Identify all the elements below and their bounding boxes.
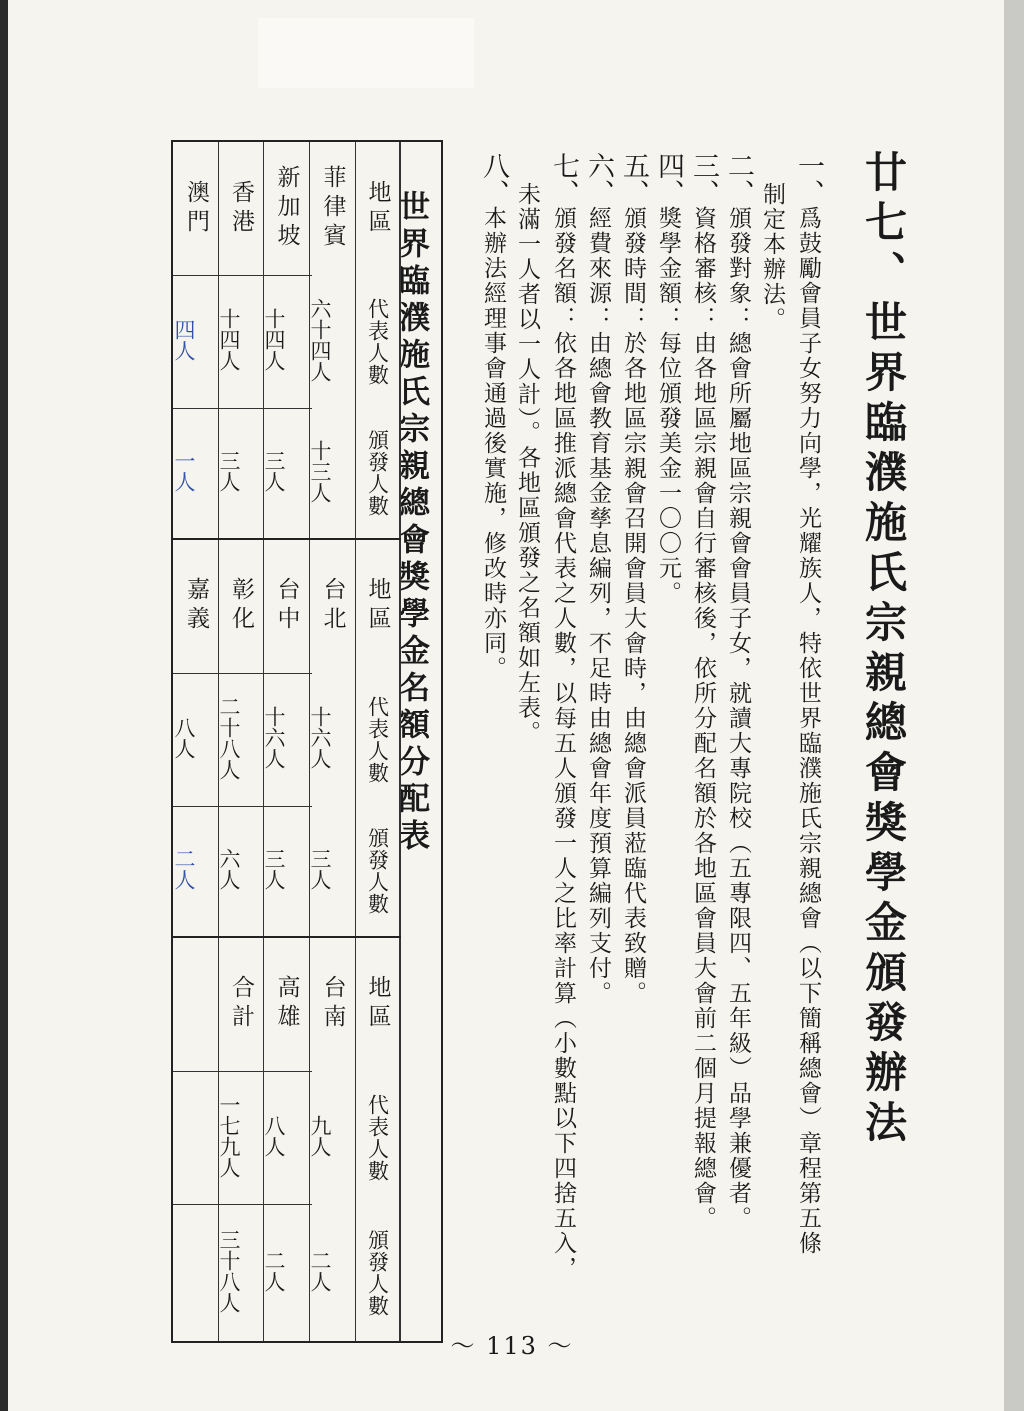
header-representatives: 代表人數 [365, 297, 390, 386]
representatives-cell: 十四人 [217, 308, 241, 371]
article-text: 獎學金額：每位頒發美金一〇〇元。 [655, 206, 681, 606]
article-text: 經費來源：由總會教育基金孳息編列，不足時由總會年度預算編列支付。 [585, 206, 611, 1006]
representatives-cell: 十六人 [308, 706, 332, 769]
awards-cell: 六人 [217, 848, 241, 890]
representatives-cell: 十四人 [262, 308, 286, 371]
representatives-cell: 六十四人 [308, 297, 332, 382]
article-number: 四、 [653, 152, 684, 206]
region-cell: 台南 [319, 974, 346, 1033]
article-text: 頒發時間：於各地區宗親會召開會員大會時，由總會派員蒞臨代表致贈。 [620, 206, 646, 1006]
region-cell: 新加坡 [273, 165, 300, 252]
awards-cell [173, 1204, 218, 1341]
article-number: 三、 [688, 152, 719, 206]
article-number: 七、 [548, 152, 579, 206]
article-number: 二、 [723, 152, 754, 206]
awards-cell: 三人 [217, 450, 241, 492]
article-1 [795, 152, 822, 1256]
article-text: 資格審核：由各地區宗親會自行審核後，依所分配名額於各地區會員大會前二個月提報總會。 [690, 206, 716, 1231]
article-number: 八、 [478, 152, 509, 206]
awards-cell: 三人 [308, 848, 332, 890]
region-cell: 合計 [228, 974, 254, 1033]
article-number: 一、 [793, 152, 824, 206]
article-7 [550, 152, 577, 1281]
region-cell: 高雄 [273, 974, 300, 1033]
representatives-cell: 八人 [262, 1114, 286, 1157]
awards-cell: 二人 [172, 848, 196, 890]
scan-left-edge [0, 0, 8, 1411]
article-1-continuation: 制定本辦法。 [759, 182, 785, 332]
region-cell: 香港 [228, 179, 254, 238]
representatives-cell: 二十八人 [217, 695, 241, 780]
representatives-cell: 八人 [172, 716, 196, 759]
article-4 [655, 152, 682, 606]
region-cell: 嘉義 [183, 576, 209, 635]
representatives-cell: 九人 [308, 1114, 332, 1157]
awards-cell: 十三人 [308, 439, 332, 503]
awards-cell: 三人 [262, 450, 286, 492]
header-representatives: 代表人數 [365, 1093, 390, 1182]
awards-cell: 二人 [308, 1249, 332, 1292]
region-cell: 台北 [319, 576, 346, 635]
scan-right-edge [1004, 0, 1024, 1411]
awards-cell: 二人 [262, 1249, 286, 1292]
representatives-cell: 四人 [172, 318, 196, 361]
awards-cell: 一人 [172, 450, 196, 492]
page-title: 廿七、世界臨濮施氏宗親總會獎學金頒發辦法 [859, 150, 908, 1150]
article-6 [585, 152, 612, 1006]
header-region: 地區 [364, 179, 391, 238]
article-5 [620, 152, 647, 1006]
region-cell: 菲律賓 [319, 165, 346, 252]
representatives-cell [173, 1071, 218, 1204]
article-2 [725, 152, 752, 1231]
article-3 [690, 152, 717, 1231]
article-text: 爲鼓勵會員子女努力向學，光耀族人，特依世界臨濮施氏宗親總會（以下簡稱總會）章程第五條 [795, 206, 821, 1256]
header-awards: 頒發人數 [365, 1228, 390, 1317]
awards-cell: 三人 [262, 848, 286, 890]
page-number: ～ 113 ～ [450, 1332, 574, 1360]
article-number: 六、 [583, 152, 614, 206]
table-title: 世界臨濮施氏宗親總會獎學金名額分配表 [393, 190, 429, 856]
header-representatives: 代表人數 [365, 695, 390, 784]
article-text: 本辦法經理事會通過後實施，修改時亦同。 [480, 206, 506, 681]
region-cell: 台中 [273, 576, 300, 635]
article-text: 頒發名額：依各地區推派總會代表之人數，以每五人頒發一人之比率計算（小數點以下四捨五入， [550, 206, 576, 1281]
region-cell [173, 936, 218, 1071]
article-7-continuation: 未滿一人者以一人計）。各地區頒發之名額如左表。 [514, 182, 540, 746]
awards-cell: 三十八人 [217, 1228, 241, 1313]
region-cell: 彰化 [228, 576, 254, 635]
header-awards: 頒發人數 [365, 827, 390, 915]
region-cell: 澳門 [183, 179, 209, 238]
article-8 [480, 152, 507, 681]
representatives-cell: 十六人 [262, 706, 286, 769]
header-region: 地區 [364, 974, 391, 1033]
top-paper-patch [258, 18, 474, 88]
article-text: 頒發對象：總會所屬地區宗親會會員子女，就讀大專院校（五專限四、五年級）品學兼優者。 [725, 206, 751, 1231]
header-region: 地區 [364, 576, 391, 635]
allocation-table [171, 140, 443, 1343]
header-awards: 頒發人數 [365, 429, 390, 517]
representatives-cell: 一七九人 [217, 1093, 241, 1178]
article-number: 五、 [618, 152, 649, 206]
